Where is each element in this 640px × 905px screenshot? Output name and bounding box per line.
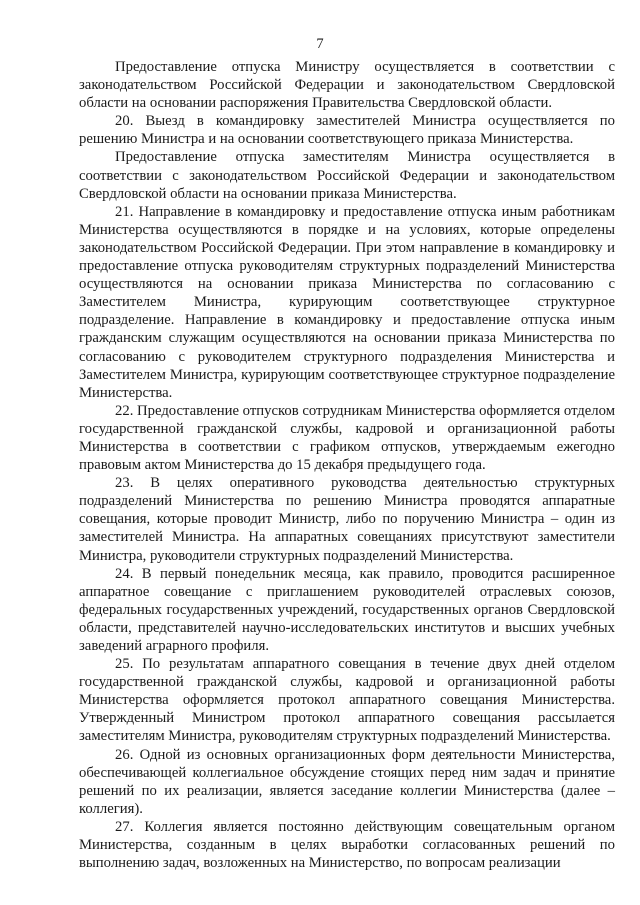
- paragraph-23: 23. В целях оперативного руководства деятельностью структурных подразделений Министерства по решению Министра проводятся аппаратные совещания, которые проводит Министр, либо по поручению Министра – один из заместителей Министра. На аппаратных совещаниях присутствуют заместители Министра, руководители структурных подразделений Министерства.: [79, 475, 615, 564]
- paragraph-26: 26. Одной из основных организационных форм деятельности Министерства, обеспечивающей коллегиальное обсуждение стоящих перед ним задач и принятие решений по их реализации, является заседание коллегии Министерства (далее – коллегия).: [79, 746, 615, 817]
- paragraph-25: 25. По результатам аппаратного совещания в течение двух дней отделом государственной гражданской службы, кадровой и организационной работы Министерства оформляется протокол аппаратного совещания Министерства. Утвержденный Министром протокол аппаратного совещания рассылается заместителям Министра, руководителям структурных подразделений Министерства.: [79, 656, 615, 745]
- paragraph-22: 22. Предоставление отпусков сотрудникам Министерства оформляется отделом государственной гражданской службы, кадровой и организационной работы Министерства в соответствии с графиком отпусков, утверждаемым ежегодно правовым актом Министерства до 15 декабря предыдущего года.: [79, 402, 615, 474]
- paragraph-20: 20. Выезд в командировку заместителей Министра осуществляется по решению Министра и на основании соответствующего приказа Министерства.: [79, 113, 615, 148]
- paragraph-21: 21. Направление в командировку и предоставление отпуска иным работникам Министерства осуществляются в порядке и на условиях, которые определены законодательством Российской Федерации. При этом направление в командировку и предоставление отпуска руководителям структурных подразделений Министерства осуществляются на основании приказа Министерства по согласованию с Заместителем Министра, курирующим соответствующее структурное подразделение. Направление в командировку и предоставление отпуска иным гражданским служащим осуществляются на основании приказа Министерства по согласованию с руководителем структурного подразделения Министерства и Заместителем Министра, курирующим соответствующее структурное подразделение Министерства.: [79, 203, 615, 401]
- paragraph-24: 24. В первый понедельник месяца, как правило, проводится расширенное аппаратное совещание с приглашением руководителей отраслевых союзов, федеральных государственных учреждений, государственных органов Свердловской области, представителей научно-исследовательских институтов и высших учебных заведений аграрного профиля.: [79, 565, 615, 654]
- paragraph-27: 27. Коллегия является постоянно действующим совещательным органом Министерства, созданным в целях выработки согласованных решений по выполнению задач, возложенных на Министерство, по вопросам реализации: [79, 818, 615, 872]
- paragraph-ministry-leave: Предоставление отпуска Министру осуществляется в соответствии с законодательством Российской Федерации и законодательством Свердловской области на основании распоряжения Правительства Свердловской области.: [79, 59, 615, 112]
- paragraph-deputies-leave: Предоставление отпуска заместителям Министра осуществляется в соответствии с законодательством Российской Федерации и законодательством Свердловской области на основании приказа Министерства.: [79, 149, 615, 202]
- document-body: [79, 58, 615, 872]
- page-number: 7: [316, 36, 324, 52]
